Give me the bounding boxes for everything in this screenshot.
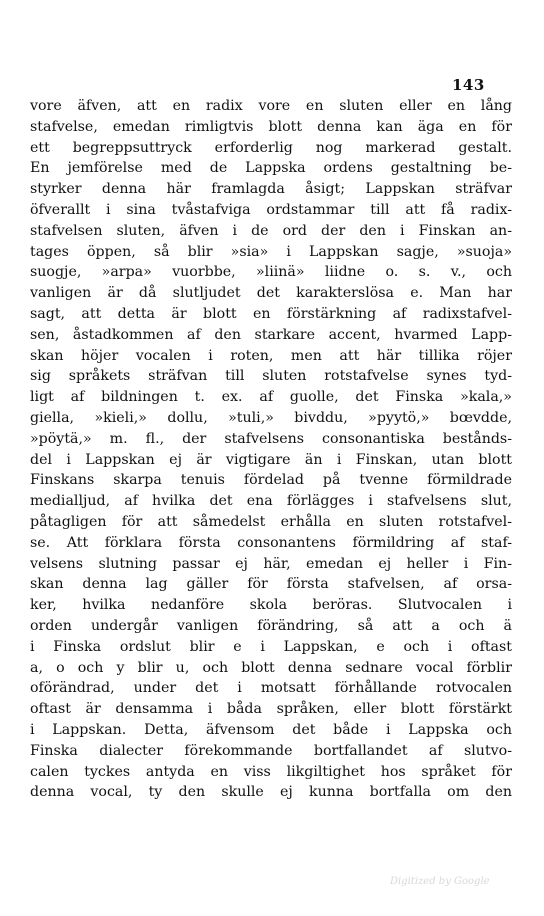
text-line: suogje, »arpa» vuorbbe, »liinä» liidne o. s. v., och — [30, 264, 512, 281]
text-line: medialljud, af hvilka det ena förlägges i stafvelsens slut, — [30, 493, 512, 510]
text-line: ett begreppsuttryck erforderlig nog markerad gestalt. — [30, 139, 512, 156]
text-line: »pöytä,» m. fl., der stafvelsens consonantiska bestånds- — [30, 430, 512, 447]
text-line: oftast är densamma i båda språken, eller blott förstärkt — [30, 701, 512, 718]
text-line: oförändrad, under det i motsatt förhållande rotvocalen — [30, 680, 512, 697]
text-line: stafvelsen sluten, äfven i de ord der den i Finskan an- — [30, 222, 512, 239]
body-text — [30, 96, 512, 803]
text-line: skan höjer vocalen i roten, men att här tillika röjer — [30, 347, 512, 364]
text-line: sig språkets sträfvan till sluten rotstafvelse synes tyd- — [30, 368, 512, 385]
digitization-watermark: Digitized by Google — [390, 876, 490, 887]
text-line: sen, åstadkommen af den starkare accent, hvarmed Lapp- — [30, 326, 512, 343]
text-line: orden undergår vanligen förändring, så att a och ä — [30, 617, 512, 634]
text-line: Finska dialecter förekommande bortfallandet af slutvo- — [30, 742, 512, 759]
text-line: del i Lappskan ej är vigtigare än i Finskan, utan blott — [30, 451, 512, 468]
text-line: giella, »kieli,» dollu, »tuli,» bivddu, »pyytö,» bœvdde, — [30, 409, 512, 426]
text-line: i Lappskan. Detta, äfvensom det både i Lappska och — [30, 721, 512, 738]
text-line: Finskans skarpa tenuis fördelad på tvenne förmildrade — [30, 472, 512, 489]
text-line: skan denna lag gäller för första stafvelsen, af orsa- — [30, 576, 512, 593]
text-line: sagt, att detta är blott en förstärkning af radixstafvel- — [30, 305, 512, 322]
text-line: denna vocal, ty den skulle ej kunna bortfalla om den — [30, 784, 512, 801]
text-line: påtagligen för att såmedelst erhålla en sluten rotstafvel- — [30, 513, 512, 530]
text-line: öfverallt i sina tvåstafviga ordstammar till att få radix- — [30, 201, 512, 218]
text-line: velsens slutning passar ej här, emedan ej heller i Fin- — [30, 555, 512, 572]
text-line: i Finska ordslut blir e i Lappskan, e och i oftast — [30, 638, 512, 655]
text-line: se. Att förklara första consonantens förmildring af staf- — [30, 534, 512, 551]
text-line: calen tyckes antyda en viss likgiltighet hos språket för — [30, 763, 512, 780]
text-line: a, o och y blir u, och blott denna sednare vocal förblir — [30, 659, 512, 676]
text-line: vore äfven, att en radix vore en sluten eller en lång — [30, 98, 512, 114]
text-line: styrker denna här framlagda åsigt; Lappskan sträfvar — [30, 181, 512, 198]
page-number: 143 — [452, 76, 485, 94]
text-line: ker, hvilka nedanföre skola beröras. Slutvocalen i — [30, 597, 512, 614]
text-line: ligt af bildningen t. ex. af guolle, det Finska »kala,» — [30, 389, 512, 406]
text-line: stafvelse, emedan rimligtvis blott denna kan äga en för — [30, 118, 512, 135]
text-line: vanligen är då slutljudet det karakterslösa e. Man har — [30, 285, 512, 302]
text-line: tages öppen, så blir »sia» i Lappskan sagje, »suoja» — [30, 243, 512, 260]
text-line: En jemförelse med de Lappska ordens gestaltning be- — [30, 160, 512, 177]
